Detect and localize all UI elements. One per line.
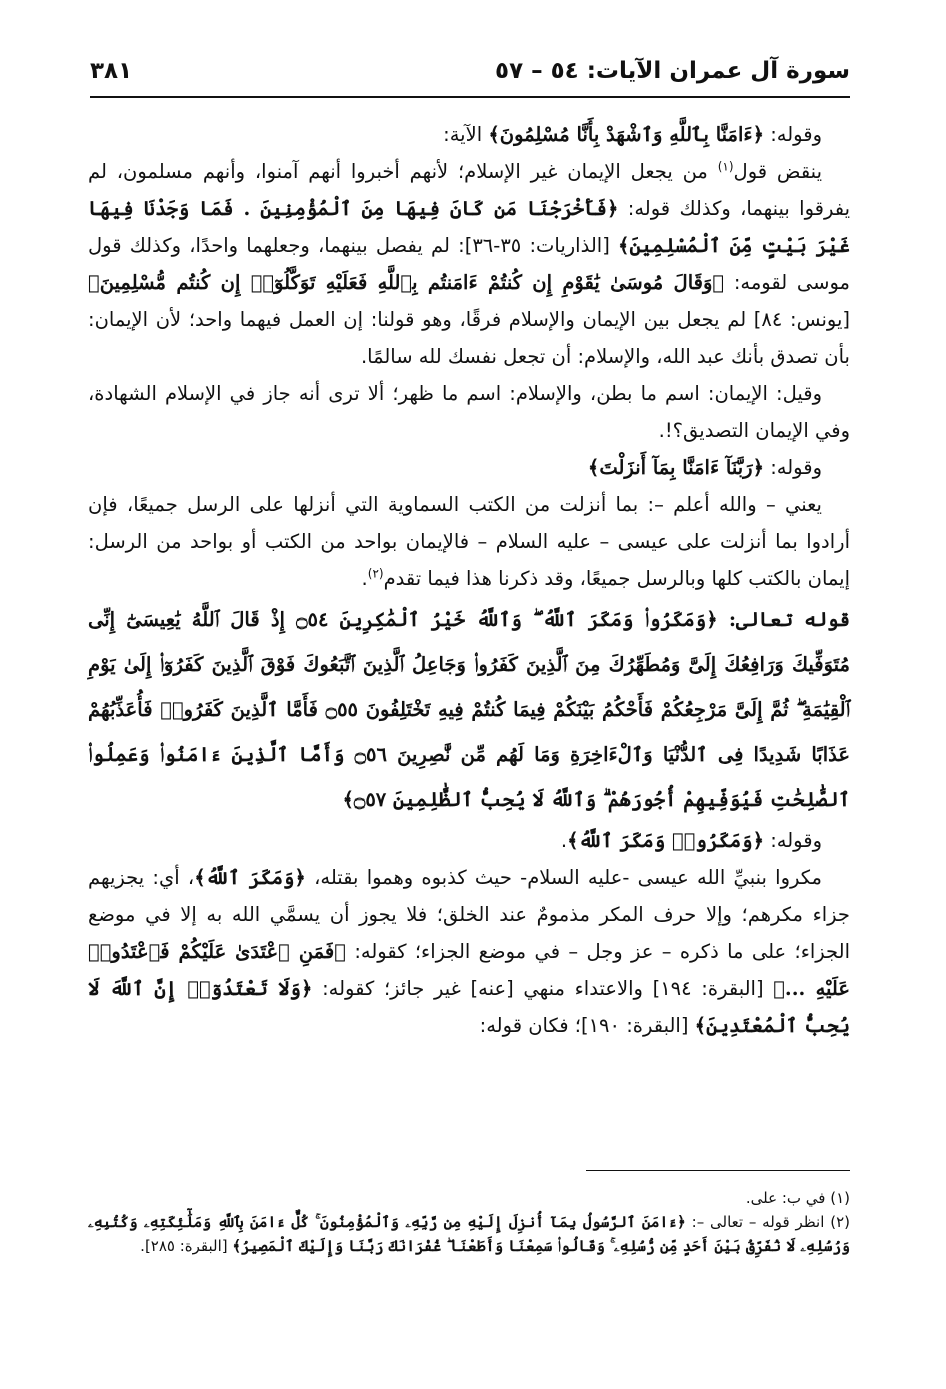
footnote-1 — [88, 1186, 850, 1210]
footnote-2-quran-quote: ﴿ءَامَنَ ٱلرَّسُولُ بِمَآ أُنزِلَ إِلَيْهِ مِن رَّبِّهِۦ وَٱلْمُؤْمِنُونَ ۚ كُلٌّ ءَامَنَ بِٱللَّهِ وَمَلَٰٓئِكَتِهِۦ وَكُتُبِهِۦ وَرُسُلِهِۦ لَا نُفَرِّقُ بَيْنَ أَحَدٍ مِّن رُّسُلِهِۦ ۚ وَقَالُوا۟ سَمِعْنَا وَأَطَعْنَا ۖ غُفْرَانَكَ رَبَّنَا وَإِلَيْكَ ٱلْمَصِيرُ﴾ — [88, 1213, 850, 1255]
p1-after: الآية: — [443, 123, 483, 146]
footnote-rule — [586, 1170, 850, 1171]
p7-quran-quote: ﴿وَمَكَرُوا۟ وَمَكَرَ ٱللَّهُ﴾ — [567, 829, 765, 852]
p1-intro: وقوله: — [770, 123, 822, 146]
verse-quran-quote: ﴿وَمَكَرُوا۟ وَمَكَرَ ٱللَّهُ ۖ وَٱللَّهُ خَيْرُ ٱلْمَٰكِرِينَ ۝٥٤ إِذْ قَالَ ٱللَّهُ يَٰعِيسَىٰٓ إِنِّى مُتَوَفِّيكَ وَرَافِعُكَ إِلَىَّ وَمُطَهِّرُكَ مِنَ ٱلَّذِينَ كَفَرُوا۟ وَجَاعِلُ ٱلَّذِينَ ٱتَّبَعُوكَ فَوْقَ ٱلَّذِينَ كَفَرُوٓا۟ إِلَىٰ يَوْمِ ٱلْقِيَٰمَةِ ۖ ثُمَّ إِلَىَّ مَرْجِعُكُمْ فَأَحْكُمُ بَيْنَكُمْ فِيمَا كُنتُمْ فِيهِ تَخْتَلِفُونَ ۝٥٥ فَأَمَّا ٱلَّذِينَ كَفَرُوا۟ فَأُعَذِّبُهُمْ عَذَابًا شَدِيدًا فِى ٱلدُّنْيَا وَٱلْءَاخِرَةِ وَمَا لَهُم مِّن نَّٰصِرِينَ ۝٥٦ وَأَمَّا ٱلَّذِينَ ءَامَنُوا۟ وَعَمِلُوا۟ ٱلصَّٰلِحَٰتِ فَيُوَفِّيهِمْ أُجُورَهُمْ ۗ وَٱللَّهُ لَا يُحِبُّ ٱلظَّٰلِمِينَ ۝٥٧﴾ — [88, 608, 850, 811]
p4-quran-quote: ﴿رَبَّنَآ ءَامَنَّا بِمَآ أَنزَلْتَ﴾ — [587, 456, 765, 479]
p2-text-1: ينقض قول — [733, 160, 822, 183]
footnote-1-number: (١) — [830, 1189, 850, 1207]
p8-quran-quote-3: ﴿وَلَا تَعْتَدُوٓا۟ إِنَّ ٱللَّهَ لَا يُحِبُّ ٱلْمُعْتَدِينَ﴾ — [88, 977, 850, 1037]
p8-text-2: ، أي: يجزيهم جزاء مكرهم؛ وإلا حرف المكر مذمومٌ عند الخلق؛ فلا يجوز أن يسمَّي الله به إلا في موضع الجزاء؛ على ما ذكره – عز وجل – في موضع الجزاء؛ كقوله: — [88, 866, 850, 963]
p4-intro: وقوله: — [770, 456, 822, 479]
footnote-1-text: في ب: على. — [745, 1189, 826, 1207]
footnotes — [88, 1186, 850, 1258]
p2-quran-quote-2: ﴿وَقَالَ مُوسَىٰ يَٰقَوْمِ إِن كُنتُمْ ءَامَنتُم بِٱللَّهِ فَعَلَيْهِ تَوَكَّلُوٓا۟ إِن كُنتُم مُّسْلِمِينَ﴾ — [88, 271, 725, 294]
p2-quran-quote-1: ﴿فَأَخْرَجْنَا مَن كَانَ فِيهَا مِنَ ٱلْمُؤْمِنِينَ . فَمَا وَجَدْنَا فِيهَا غَيْرَ بَيْتٍ مِّنَ ٱلْمُسْلِمِينَ﴾ — [88, 197, 851, 257]
p1-quran-quote: ﴿ءَامَنَّا بِٱللَّهِ وَٱشْهَدْ بِأَنَّا مُسْلِمُونَ﴾ — [488, 123, 765, 146]
footnote-2 — [88, 1210, 850, 1258]
paragraph-5 — [88, 486, 850, 597]
p2-text-2: من يجعل الإيمان غير الإسلام؛ لأنهم أخبروا أنهم آمنوا، وأنهم مسلمون، لم يفرقوا بينهما، وكذلك قوله: — [88, 160, 851, 220]
paragraph-1 — [88, 116, 850, 153]
p7-intro: وقوله: — [770, 829, 822, 852]
p8-text-1: مكروا بنبيِّ الله عيسى -عليه السلام- حيث كذبوه وهموا بقتله، — [314, 866, 822, 889]
p8-text-4: [البقرة: ١٩٠]؛ فكان قوله: — [479, 1014, 689, 1037]
p5-text-1: يعني – والله أعلم –: بما أنزلت من الكتب السماوية التي أنزلها على الرسل جميعًا، فإن أرادوا بما أنزلت على عيسى – عليه السلام – فالإيمان بواحد من الكتب أو بواحد من الرسل: إيمان بالكتب كلها وبالرسل جميعًا، وقد ذكرنا هذا فيما تقدم — [88, 493, 850, 590]
p2-text-4: [يونس: ٨٤] لم يجعل بين الإيمان والإسلام فرقًا، وهو قولنا: إن العمل فيهما واحد؛ لأن الإيمان: بأن تصدق بأنك عبد الله، والإسلام: أن تجعل نفسك لله سالمًا. — [88, 308, 850, 368]
header-rule — [90, 96, 850, 98]
p8-quran-quote-2: ﴿فَمَنِ ٱعْتَدَىٰ عَلَيْكُمْ فَٱعْتَدُوا۟ عَلَيْهِ ...﴾ — [88, 940, 850, 1000]
page-header — [90, 58, 850, 94]
footnote-2-text-2: [البقرة: ٢٨٥]. — [140, 1237, 228, 1255]
p8-quran-quote-1: ﴿وَمَكَرَ ٱللَّهُ﴾ — [194, 866, 306, 889]
p8-text-3: [البقرة: ١٩٤] والاعتداء منهي [عنه] غير جائز؛ كقوله: — [322, 977, 764, 1000]
footnote-ref-1[interactable]: (١) — [717, 159, 734, 174]
paragraph-4 — [88, 449, 850, 486]
paragraph-3: وقيل: الإيمان: اسم ما بطن، والإسلام: اسم ما ظهر؛ ألا ترى أنه جاز في الإسلام الشهادة، وفي الإيمان التصديق؟!. — [88, 382, 850, 442]
paragraph-7 — [88, 822, 850, 859]
p5-text-2: . — [361, 567, 368, 590]
verse-label: قوله تعالى: — [728, 608, 850, 631]
footnote-2-text-1: انظر قوله – تعالى –: — [691, 1213, 825, 1231]
p2-text-3: [الذاريات: ٣٥-٣٦]: لم يفصل بينهما، وجعلهما واحدًا، وكذلك قول موسى لقومه: — [88, 234, 850, 294]
p7-after: . — [560, 829, 568, 852]
paragraph-8 — [88, 859, 850, 1044]
paragraph-2 — [88, 153, 850, 375]
main-text — [88, 116, 850, 1044]
running-title: سورة آل عمران الآيات: ٥٤ – ٥٧ — [495, 58, 850, 84]
footnote-2-number: (٢) — [830, 1213, 850, 1231]
verse-block — [88, 597, 850, 822]
footnote-ref-2[interactable]: (٢) — [367, 566, 384, 581]
page-number: ٣٨١ — [90, 58, 133, 84]
